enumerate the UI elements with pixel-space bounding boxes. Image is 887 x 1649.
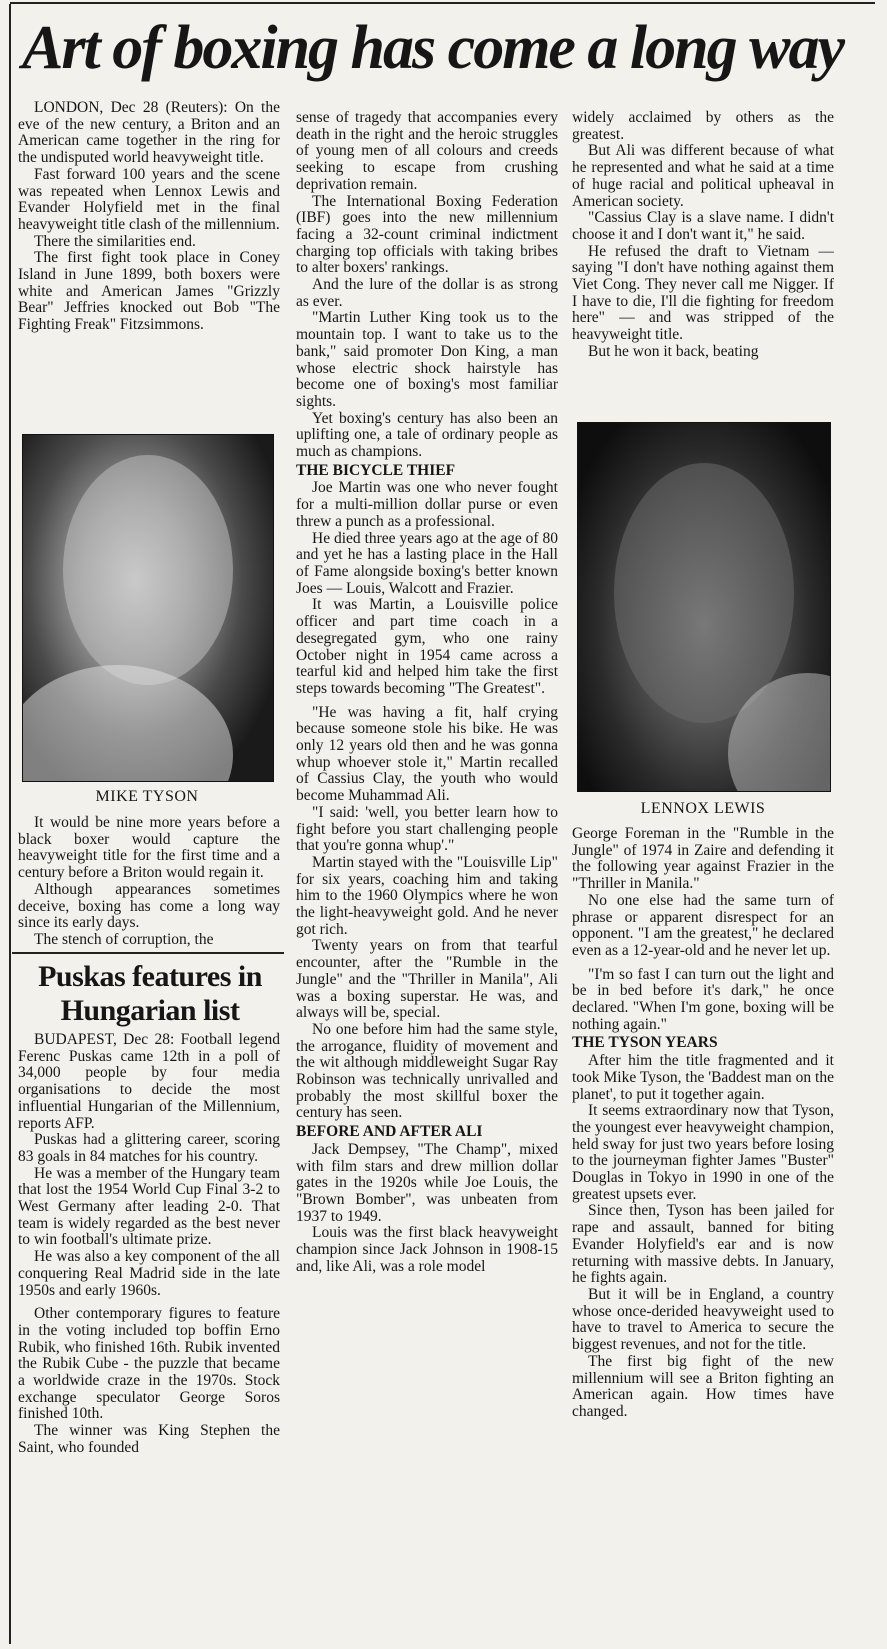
- paragraph: Other contemporary figures to feature in the voting included top boffin Erno Rubik, who finished 16th. Rubik invented the Rubik Cube - the puzzle that became a worldwide craze in the 1970s. Stock exchange speculator George Soros finished 10th.: [18, 1305, 280, 1423]
- paragraph: "Martin Luther King took us to the mountain top. I want to take us to the bank," said promoter Don King, a man whose electric shock hairstyle has become one of boxing's most familiar sights.: [296, 309, 558, 410]
- left-rule: [9, 4, 11, 1644]
- paragraph: "Cassius Clay is a slave name. I didn't choose it and I don't want it," he said.: [572, 209, 834, 243]
- article-column-1-top: [18, 100, 280, 436]
- paragraph: "I said: 'well, you better learn how to fight before you start challenging people that you're gonna whup'.": [296, 803, 558, 855]
- article-column-3-top: [572, 110, 834, 420]
- lennox-lewis-photo: [577, 422, 831, 792]
- photo-head-shape: [63, 455, 233, 685]
- paragraph: Twenty years on from that tearful encounter, after the "Rumble in the Jungle" and the "Thriller in Manila", Ali was a boxing superstar. He was, and always will be, special.: [296, 937, 558, 1022]
- paragraph: It was Martin, a Louisville police officer and part time coach in a desegregated gym, who one rainy October night in 1954 came across a tearful kid and helped him take the first steps towards becoming "The Greatest".: [296, 596, 558, 697]
- paragraph: No one before him had the same style, the arrogance, fluidity of movement and the wit although middleweight Sugar Ray Robinson was technically unrivalled and probably the most skillful boxer the century has seen.: [296, 1020, 558, 1122]
- paragraph: "I'm so fast I can turn out the light and be in bed before it's dark," he once declared. "When I'm gone, boxing will be nothing again.": [572, 965, 834, 1033]
- photo-shoulder-shape: [22, 665, 233, 782]
- puskas-article: [18, 1032, 280, 1646]
- paragraph: But it will be in England, a country whose once-derided heavyweight used to have to travel to America to secure the biggest revenues, and not for the title.: [572, 1285, 834, 1354]
- paragraph: There the similarities end.: [34, 232, 196, 250]
- paragraph: LONDON, Dec 28 (Reuters): On the eve of the new century, a Briton and an American came together in the ring for the undisputed world heavyweight title.: [18, 100, 280, 167]
- paragraph: Yet boxing's century has also been an uplifting one, a tale of ordinary people as much as champions.: [296, 409, 558, 461]
- paragraph: He was a member of the Hungary team that lost the 1954 World Cup Final 3-2 to West Germany after leading 2-0. That team is widely regarded as the best never to win football's ultimate prize.: [18, 1164, 280, 1249]
- subheading-bicycle-thief: THE BICYCLE THIEF: [296, 461, 456, 479]
- paragraph: George Foreman in the "Rumble in the Jungle" of 1974 in Zaire and defending it the following year against Frazier in the "Thriller in Manila.": [572, 826, 834, 893]
- paragraph: The first big fight of the new millennium will see a Briton fighting an American again. How times have changed.: [572, 1352, 834, 1420]
- paragraph: No one else had the same turn of phrase or apparent disrespect for an opponent. "I am the greatest," he declared even as a 12-year-old and he never let up.: [572, 891, 834, 959]
- paragraph: And the lure of the dollar is as strong as ever.: [296, 276, 558, 310]
- paragraph: BUDAPEST, Dec 28: Football legend Ferenc Puskas came 12th in a poll of 34,000 people by four media organisations to decide the most influential Hungarian of the Millennium, reports AFP.: [18, 1032, 280, 1132]
- paragraph: After him the title fragmented and it took Mike Tyson, the 'Baddest man on the planet', to put it together again.: [572, 1052, 834, 1103]
- subheading-tyson-years: THE TYSON YEARS: [572, 1034, 718, 1052]
- paragraph: Jack Dempsey, "The Champ", mixed with film stars and drew million dollar gates in the 1920s while Joe Louis, the "Brown Bomber", was unbeaten from 1937 to 1949.: [296, 1140, 558, 1225]
- paragraph: It seems extraordinary now that Tyson, the youngest ever heavyweight champion, held sway for just two years before losing to the journeyman fighter James "Buster" Douglas in Tokyo in 1990 in one of the greatest upsets ever.: [572, 1102, 834, 1203]
- paragraph: Since then, Tyson has been jailed for rape and assault, banned for biting Evander Holyfield's ear and is now returning with massive debts. In January, he fights again.: [572, 1202, 834, 1287]
- article-column-1-bottom: [18, 815, 280, 949]
- paragraph: The winner was King Stephen the Saint, who founded: [18, 1422, 280, 1456]
- paragraph: The International Boxing Federation (IBF) goes into the new millennium facing a 32-count criminal indictment charging top officials with taking bribes to alter boxers' rankings.: [296, 192, 558, 277]
- headline: Art of boxing has come a long way: [22, 14, 844, 82]
- paragraph: sense of tragedy that accompanies every death in the right and the heroic struggles of young men of all colours and creeds seeking to escape from crushing deprivation remain.: [296, 110, 558, 193]
- paragraph: He was also a key component of the all conquering Real Madrid side in the late 1950s and early 1960s.: [18, 1248, 280, 1299]
- top-rule: [10, 2, 875, 4]
- paragraph: Louis was the first black heavyweight champion since Jack Johnson in 1908-15 and, like Ali, was a role model: [296, 1224, 558, 1275]
- lewis-caption: LENNOX LEWIS: [640, 800, 766, 817]
- paragraph: But he won it back, beating: [588, 342, 759, 360]
- paragraph: "He was having a fit, half crying because someone stole his bike. He was only 12 years old then and he was gonna whup whoever stole it," Martin recalled of Cassius Clay, the youth who would become Muhammad Ali.: [296, 703, 558, 805]
- puskas-headline: Puskas features in Hungarian list: [38, 960, 262, 1027]
- subheading-before-after-ali: BEFORE AND AFTER ALI: [296, 1123, 483, 1141]
- paragraph: He refused the draft to Vietnam — saying "I don't have nothing against them Viet Cong. They never call me Nigger. If I have to die, I'll die fighting for freedom here" — and was stripped of the heavyweight title.: [572, 242, 834, 344]
- paragraph: Fast forward 100 years and the scene was repeated when Lennox Lewis and Evander Holyfield met in the final heavyweight title clash of the millennium.: [18, 165, 280, 233]
- paragraph: But Ali was different because of what he represented and what he said at a time of huge racial and political upheaval in American society.: [572, 142, 834, 210]
- article-column-2: [296, 110, 558, 1646]
- paragraph: Joe Martin was one who never fought for a multi-million dollar purse or even threw a punch as a professional.: [296, 479, 558, 530]
- paragraph: He died three years ago at the age of 80 and yet he has a lasting place in the Hall of Fame alongside boxing's better known Joes — Louis, Walcott and Frazier.: [296, 529, 558, 597]
- paragraph: Puskas had a glittering career, scoring 83 goals in 84 matches for his country.: [18, 1131, 280, 1165]
- paragraph: widely acclaimed by others as the greatest.: [572, 110, 834, 143]
- paragraph: It would be nine more years before a black boxer would capture the heavyweight title for the first time and a century before a Briton would regain it.: [18, 815, 280, 882]
- paragraph: The first fight took place in Coney Island in June 1899, both boxers were white and American James "Grizzly Bear" Jeffries knocked out Bob "The Fighting Freak" Fitzsimmons.: [18, 249, 280, 334]
- section-divider: [12, 952, 284, 954]
- paragraph: The stench of corruption, the: [34, 930, 214, 948]
- paragraph: Although appearances sometimes deceive, boxing has come a long way since its early days.: [18, 880, 280, 932]
- paragraph: Martin stayed with the "Louisville Lip" for six years, coaching him and taking him to the 1960 Olympics where he won the light-heavyweight gold. And he never got rich.: [296, 853, 558, 938]
- tyson-caption: MIKE TYSON: [95, 788, 199, 805]
- mike-tyson-photo: [22, 434, 274, 782]
- article-column-3-bottom: [572, 826, 834, 1644]
